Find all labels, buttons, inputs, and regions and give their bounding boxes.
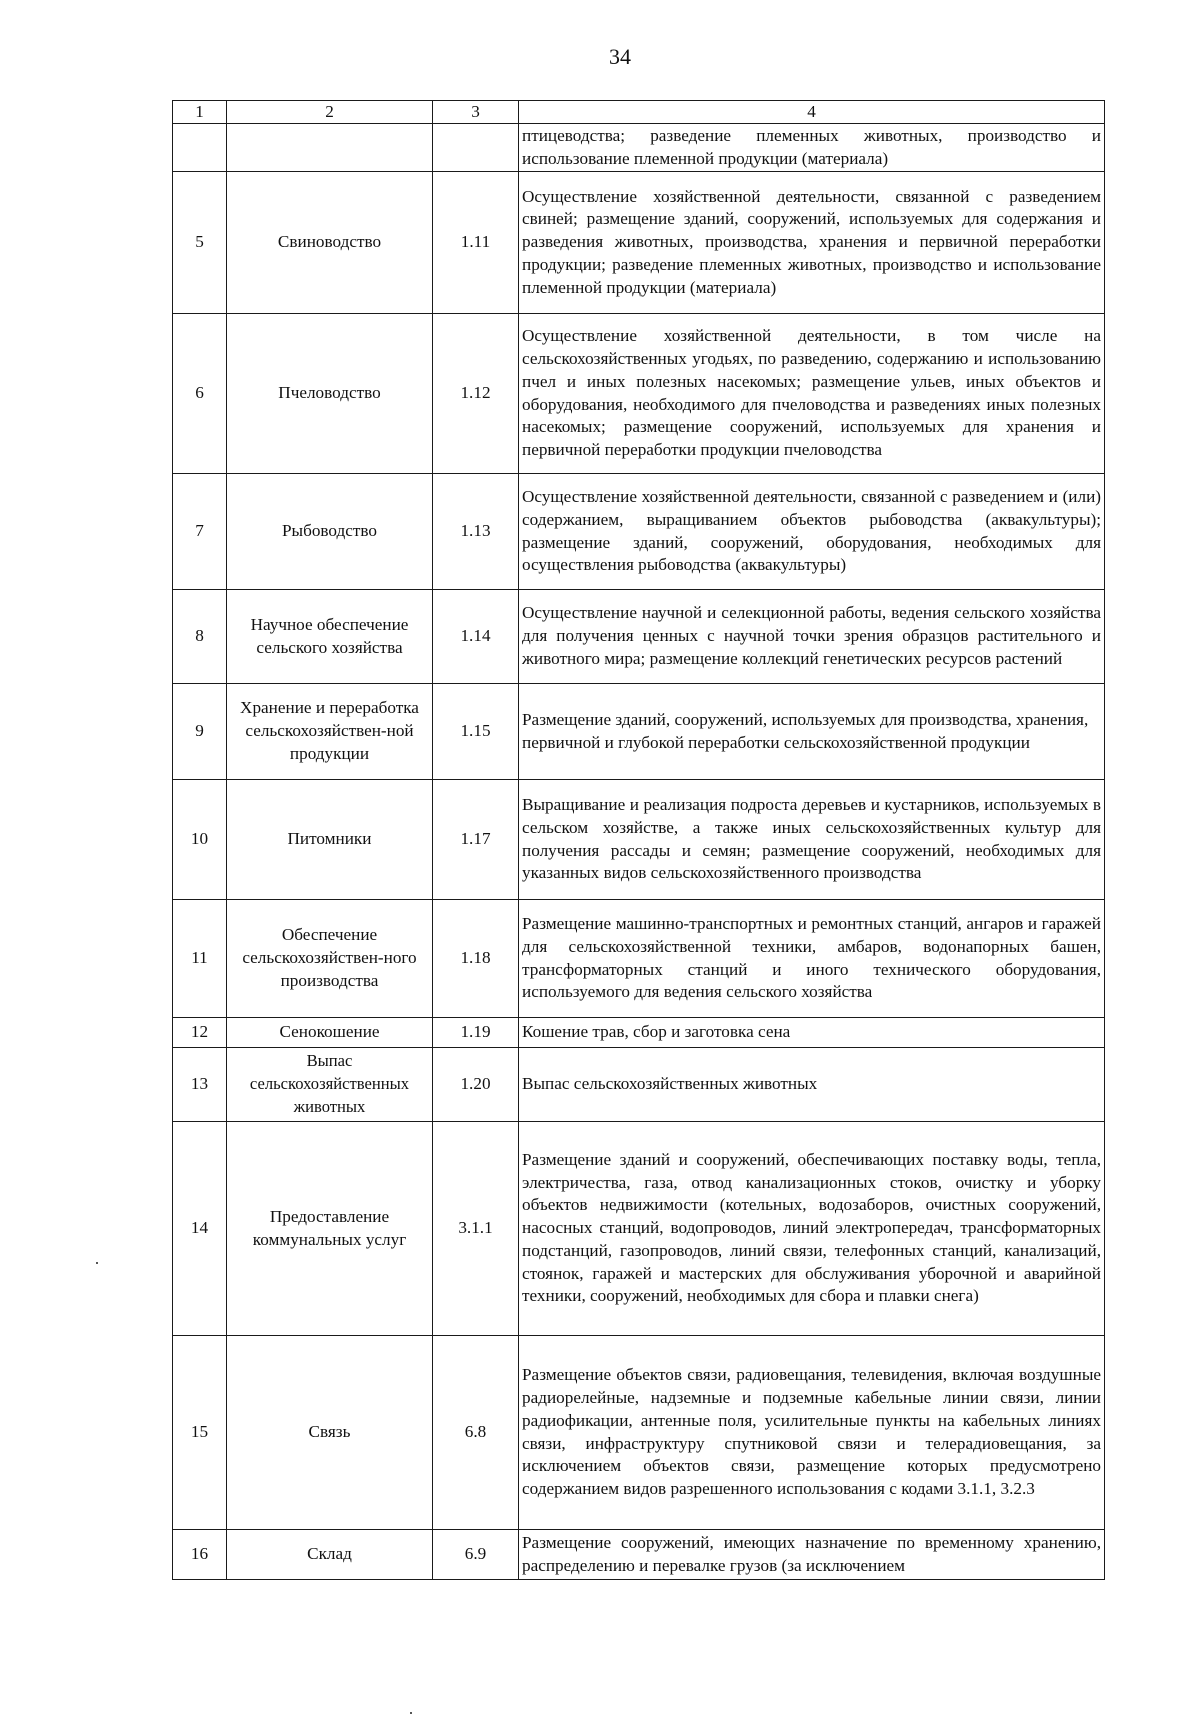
row-description: Выпас сельскохозяйственных животных — [519, 1048, 1105, 1122]
row-code: 1.13 — [433, 474, 519, 590]
row-number: 7 — [173, 474, 227, 590]
row-description: Размещение объектов связи, радиовещания, телевидения, включая воздушные радиорелейные, надземные и подземные кабельные линии связи, линии радиофикации, антенные поля, усилительные пункты на кабельных линиях связи, инфраструктуру спутниковой связи и телерадиовещания, за исключением объектов связи, размещение которых предусмотрено содержанием видов разрешенного использования с кодами 3.1.1, 3.2.3 — [519, 1336, 1105, 1530]
row-number: 5 — [173, 172, 227, 314]
row-code: 1.18 — [433, 900, 519, 1018]
row-number: 15 — [173, 1336, 227, 1530]
header-col-3: 3 — [433, 101, 519, 124]
row-description: Размещение зданий, сооружений, используемых для производства, хранения, первичной и глубокой переработки сельскохозяйственной продукции — [519, 684, 1105, 780]
row-number: 13 — [173, 1048, 227, 1122]
row-name: Хранение и переработка сельскохозяйствен-ной продукции — [227, 684, 433, 780]
row-description: Осуществление хозяйственной деятельности, в том числе на сельскохозяйственных угодьях, по разведению, содержанию и использованию пчел и иных полезных насекомых; размещение ульев, иных объектов и оборудования, необходимого для пчеловодства и разведениях иных полезных насекомых; размещение сооружений, используемых для хранения и первичной переработки продукции пчеловодства — [519, 314, 1105, 474]
page-number: 34 — [609, 44, 631, 69]
row-number: 11 — [173, 900, 227, 1018]
scan-speck — [96, 1262, 98, 1264]
row-name: Свиноводство — [227, 172, 433, 314]
row-code: 1.20 — [433, 1048, 519, 1122]
row-number: 14 — [173, 1122, 227, 1336]
row-description: Осуществление хозяйственной деятельности, связанной с разведением и (или) содержанием, выращиванием объектов рыбоводства (аквакультуры); размещение зданий, сооружений, оборудования, необходимых для осуществления рыбоводства (аквакультуры) — [519, 474, 1105, 590]
row-number: 12 — [173, 1018, 227, 1048]
table-row — [173, 590, 1105, 684]
row-name: Научное обеспечение сельского хозяйства — [227, 590, 433, 684]
row-description: Размещение сооружений, имеющих назначение по временному хранению, распределению и перевалке грузов (за исключением — [519, 1530, 1105, 1580]
row-code — [433, 124, 519, 172]
table-row — [173, 1122, 1105, 1336]
row-description: Размещение машинно-транспортных и ремонтных станций, ангаров и гаражей для сельскохозяйственной техники, амбаров, водонапорных башен, трансформаторных станций и иного технического оборудования, используемого для ведения сельского хозяйства — [519, 900, 1105, 1018]
row-number: 9 — [173, 684, 227, 780]
table-row — [173, 124, 1105, 172]
row-name: Предоставление коммунальных услуг — [227, 1122, 433, 1336]
row-description: Кошение трав, сбор и заготовка сена — [519, 1018, 1105, 1048]
header-col-2: 2 — [227, 101, 433, 124]
row-number: 6 — [173, 314, 227, 474]
row-number — [173, 124, 227, 172]
table-row — [173, 172, 1105, 314]
header-col-4: 4 — [519, 101, 1105, 124]
row-number: 16 — [173, 1530, 227, 1580]
row-name: Обеспечение сельскохозяйствен-ного производства — [227, 900, 433, 1018]
row-name — [227, 124, 433, 172]
table-row — [173, 780, 1105, 900]
row-description: Осуществление научной и селекционной работы, ведения сельского хозяйства для получения ценных с научной точки зрения образцов растительного и животного мира; размещение коллекций генетических ресурсов растений — [519, 590, 1105, 684]
table-row — [173, 1048, 1105, 1122]
row-name: Выпас сельскохозяйственных животных — [227, 1048, 433, 1122]
row-code: 1.19 — [433, 1018, 519, 1048]
row-code: 6.9 — [433, 1530, 519, 1580]
row-name: Питомники — [227, 780, 433, 900]
row-name: Связь — [227, 1336, 433, 1530]
table-row — [173, 1530, 1105, 1580]
row-description: Осуществление хозяйственной деятельности, связанной с разведением свиней; размещение зданий, сооружений, используемых для содержания и разведения животных, производства, хранения и первичной переработки продукции; разведение племенных животных, производство и использование племенной продукции (материала) — [519, 172, 1105, 314]
table-header-row — [173, 101, 1105, 124]
row-number: 8 — [173, 590, 227, 684]
row-code: 1.12 — [433, 314, 519, 474]
row-code: 1.15 — [433, 684, 519, 780]
row-code: 6.8 — [433, 1336, 519, 1530]
table-row — [173, 900, 1105, 1018]
table-row — [173, 314, 1105, 474]
row-name: Рыбоводство — [227, 474, 433, 590]
table-row — [173, 1336, 1105, 1530]
table-row — [173, 474, 1105, 590]
row-code: 1.17 — [433, 780, 519, 900]
table-row — [173, 1018, 1105, 1048]
row-description: птицеводства; разведение племенных животных, производство и использование племенной продукции (материала) — [519, 124, 1105, 172]
row-description: Выращивание и реализация подроста деревьев и кустарников, используемых в сельском хозяйстве, а также иных сельскохозяйственных культур для получения рассады и семян; размещение сооружений, необходимых для указанных видов сельскохозяйственного производства — [519, 780, 1105, 900]
row-number: 10 — [173, 780, 227, 900]
table-row — [173, 684, 1105, 780]
land-use-table — [172, 100, 1105, 1580]
scan-speck — [410, 1712, 412, 1714]
row-code: 3.1.1 — [433, 1122, 519, 1336]
row-code: 1.11 — [433, 172, 519, 314]
row-code: 1.14 — [433, 590, 519, 684]
row-name: Пчеловодство — [227, 314, 433, 474]
row-name: Сенокошение — [227, 1018, 433, 1048]
row-description: Размещение зданий и сооружений, обеспечивающих поставку воды, тепла, электричества, газа, отвод канализационных стоков, очистку и уборку объектов недвижимости (котельных, водозаборов, очистных сооружений, насосных станций, водопроводов, линий электропередач, трансформаторных подстанций, газопроводов, линий связи, телефонных станций, канализаций, стоянок, гаражей и мастерских для обслуживания уборочной и аварийной техники, сооружений, необходимых для сбора и плавки снега) — [519, 1122, 1105, 1336]
header-col-1: 1 — [173, 101, 227, 124]
row-name: Склад — [227, 1530, 433, 1580]
